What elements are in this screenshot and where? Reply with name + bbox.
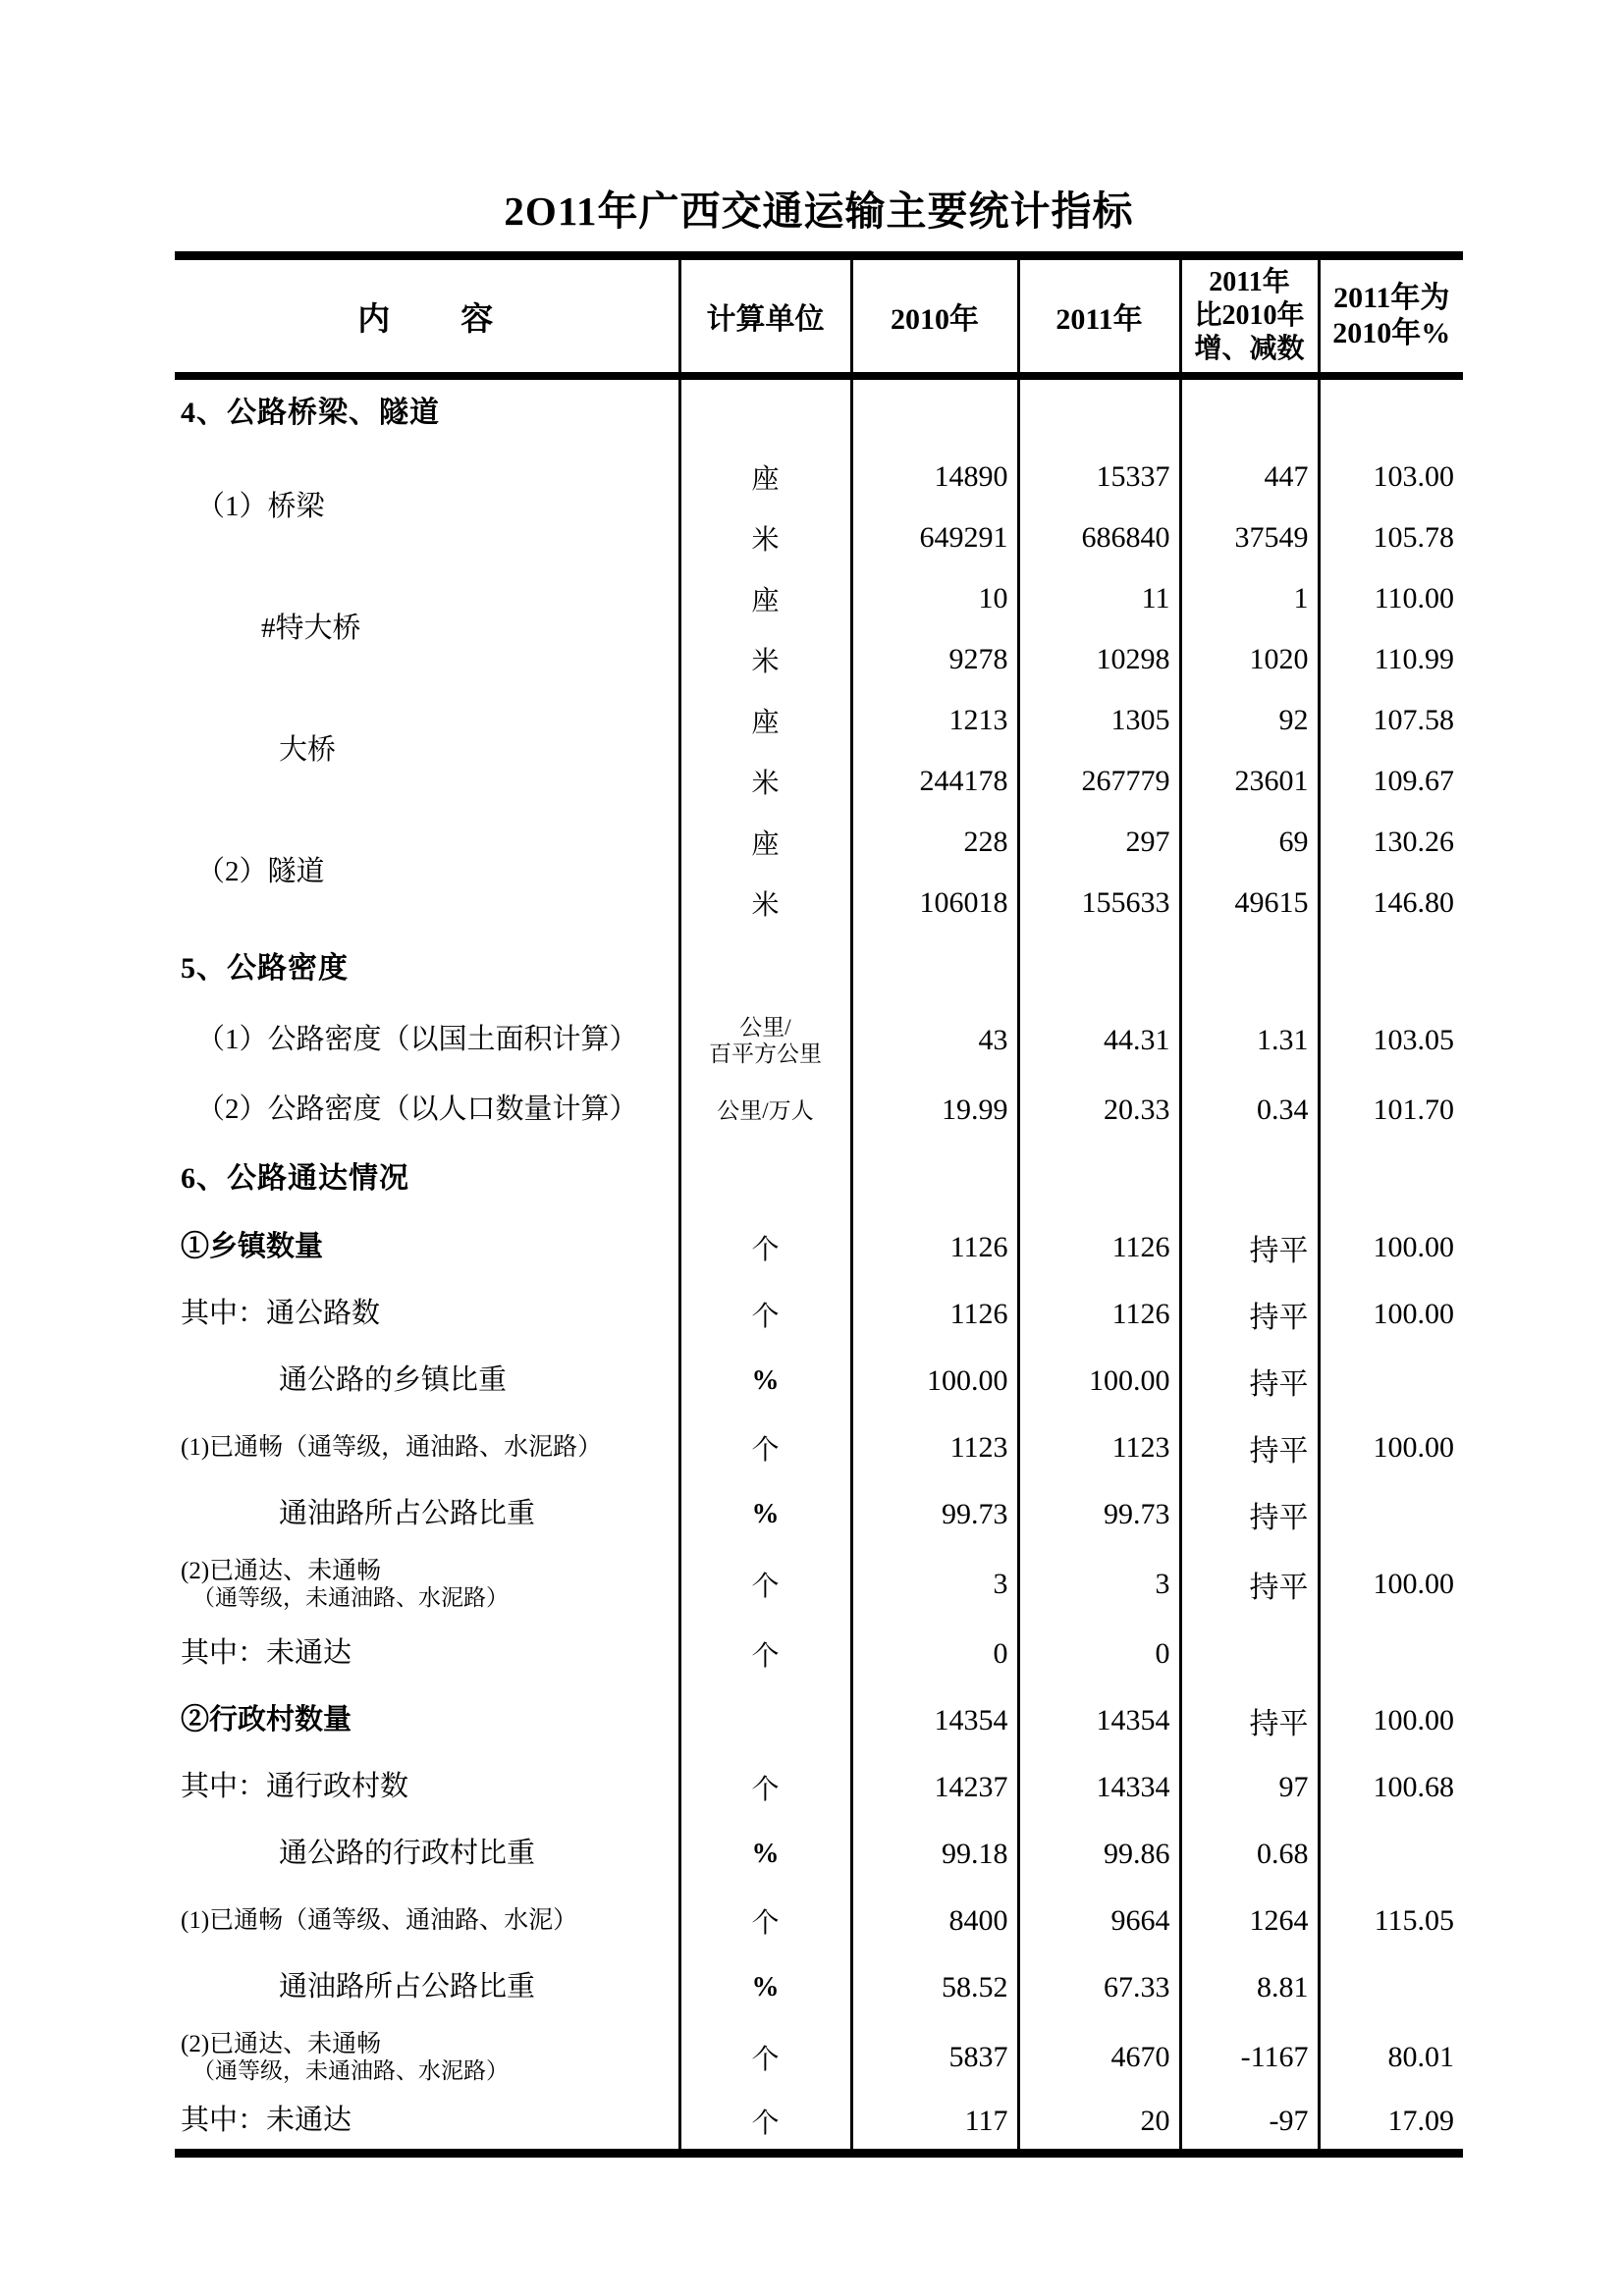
value-2011-cell (1018, 1144, 1180, 1214)
header-unit: 计算单位 (679, 256, 851, 377)
diff-cell: 1020 (1180, 629, 1319, 690)
unit-cell: 米 (679, 629, 851, 690)
header-pct-line1: 2011年为 (1333, 282, 1450, 314)
unit-cell: 个 (679, 1621, 851, 1687)
table-row (175, 1481, 1463, 1548)
row-label: 其中：未通达 (181, 1637, 352, 1670)
header-diff-line1: 2011年 (1209, 267, 1290, 297)
unit-cell: % (679, 1821, 851, 1888)
unit-cell: 个 (679, 1415, 851, 1481)
diff-cell (1180, 1621, 1319, 1687)
unit-cell: 座 (679, 447, 851, 507)
unit-cell: 个 (679, 1548, 851, 1621)
value-2010-cell: 1126 (851, 1281, 1018, 1348)
row-label: 其中：未通达 (181, 2105, 352, 2137)
value-2010-cell (851, 934, 1018, 1004)
page-title: 2O11年广西交通运输主要统计指标 (504, 188, 1134, 234)
diff-cell: 23601 (1180, 751, 1319, 812)
value-2011-cell (1018, 934, 1180, 1004)
value-2011-cell: 1126 (1018, 1281, 1180, 1348)
value-2010-cell: 1123 (851, 1415, 1018, 1481)
value-2010-cell: 14890 (851, 447, 1018, 507)
value-2010-cell: 5837 (851, 2021, 1018, 2094)
table-row (175, 447, 1463, 507)
unit-cell: 米 (679, 873, 851, 934)
unit-cell: 个 (679, 1888, 851, 1954)
pct-cell: 100.68 (1319, 1754, 1463, 1821)
value-2010-cell (851, 1144, 1018, 1214)
table-row (175, 1954, 1463, 2021)
value-2011-cell: 99.73 (1018, 1481, 1180, 1548)
value-2011-cell: 686840 (1018, 507, 1180, 568)
table-row (175, 1548, 1463, 1621)
value-2011-cell: 9664 (1018, 1888, 1180, 1954)
unit-cell (679, 934, 851, 1004)
value-2011-cell: 44.31 (1018, 1004, 1180, 1077)
diff-cell (1180, 376, 1319, 447)
value-2011-cell: 1126 (1018, 1214, 1180, 1281)
diff-cell: 1.31 (1180, 1004, 1319, 1077)
row-label-line2: （通等级，未通油路、水泥路） (192, 1585, 509, 1611)
row-label: （1）公路密度（以国土面积计算） (196, 1024, 638, 1056)
value-2010-cell: 43 (851, 1004, 1018, 1077)
value-2010-cell: 10 (851, 568, 1018, 629)
value-2011-cell: 14354 (1018, 1687, 1180, 1754)
row-label: 大桥 (279, 734, 337, 767)
table-row (175, 1621, 1463, 1687)
row-label: （2）公路密度（以人口数量计算） (196, 1094, 638, 1126)
unit-cell: 座 (679, 690, 851, 751)
table-row (175, 1004, 1463, 1077)
pct-cell: 115.05 (1319, 1888, 1463, 1954)
row-label: 其中：通行政村数 (181, 1771, 409, 1803)
table-row (175, 690, 1463, 751)
unit-cell: 个 (679, 2021, 851, 2094)
pct-cell: 103.05 (1319, 1004, 1463, 1077)
diff-cell: 持平 (1180, 1687, 1319, 1754)
diff-cell: -97 (1180, 2094, 1319, 2153)
pct-cell: 109.67 (1319, 751, 1463, 812)
pct-cell: 105.78 (1319, 507, 1463, 568)
table-row (175, 934, 1463, 1004)
value-2010-cell: 228 (851, 812, 1018, 873)
table-row (175, 1077, 1463, 1144)
pct-cell (1319, 376, 1463, 447)
value-2010-cell (851, 376, 1018, 447)
value-2011-cell: 20.33 (1018, 1077, 1180, 1144)
diff-cell: 447 (1180, 447, 1319, 507)
table-row (175, 1281, 1463, 1348)
header-pct-line2: 2010年% (1332, 317, 1451, 349)
diff-cell: 持平 (1180, 1214, 1319, 1281)
unit-cell: 个 (679, 1754, 851, 1821)
row-label: (2)已通达、未通畅 （通等级，未通油路、水泥路） (175, 2021, 679, 2094)
table-row (175, 1348, 1463, 1415)
pct-cell: 100.00 (1319, 1281, 1463, 1348)
diff-cell: 69 (1180, 812, 1319, 873)
table-row (175, 2021, 1463, 2094)
table-row (175, 1214, 1463, 1281)
section-label: 6、公路通达情况 (181, 1161, 409, 1195)
diff-cell: 持平 (1180, 1281, 1319, 1348)
table-body (175, 376, 1463, 2153)
value-2011-cell: 155633 (1018, 873, 1180, 934)
value-2011-cell: 1305 (1018, 690, 1180, 751)
value-2010-cell: 14237 (851, 1754, 1018, 1821)
table-row (175, 376, 1463, 447)
unit-cell: 座 (679, 812, 851, 873)
value-2010-cell: 99.73 (851, 1481, 1018, 1548)
header-row (175, 256, 1463, 377)
row-label: （1）桥梁 (196, 491, 325, 523)
diff-cell: 97 (1180, 1754, 1319, 1821)
diff-cell: 持平 (1180, 1415, 1319, 1481)
value-2011-cell: 67.33 (1018, 1954, 1180, 2021)
header-2010: 2010年 (851, 256, 1018, 377)
table-row (175, 1821, 1463, 1888)
value-2010-cell: 106018 (851, 873, 1018, 934)
diff-cell: 1264 (1180, 1888, 1319, 1954)
value-2010-cell: 9278 (851, 629, 1018, 690)
pct-cell: 100.00 (1319, 1548, 1463, 1621)
table-row (175, 1888, 1463, 1954)
row-label: ②行政村数量 (181, 1704, 352, 1736)
value-2010-cell: 1213 (851, 690, 1018, 751)
header-diff-line2: 比2010年 (1194, 300, 1305, 331)
value-2010-cell: 117 (851, 2094, 1018, 2153)
table-row (175, 1754, 1463, 1821)
value-2010-cell: 99.18 (851, 1821, 1018, 1888)
row-label-line2: （通等级，未通油路、水泥路） (192, 2058, 509, 2084)
diff-cell: 0.34 (1180, 1077, 1319, 1144)
pct-cell (1319, 934, 1463, 1004)
pct-cell: 110.99 (1319, 629, 1463, 690)
row-label: (2)已通达、未通畅 （通等级，未通油路、水泥路） (175, 1548, 679, 1621)
value-2011-cell: 1123 (1018, 1415, 1180, 1481)
value-2010-cell: 244178 (851, 751, 1018, 812)
value-2011-cell: 100.00 (1018, 1348, 1180, 1415)
value-2010-cell: 58.52 (851, 1954, 1018, 2021)
pct-cell (1319, 1821, 1463, 1888)
pct-cell: 130.26 (1319, 812, 1463, 873)
header-diff (1180, 256, 1319, 377)
unit-line2: 百平方公里 (709, 1041, 822, 1066)
pct-cell (1319, 1481, 1463, 1548)
value-2011-cell: 14334 (1018, 1754, 1180, 1821)
unit-cell: 座 (679, 568, 851, 629)
unit-cell (679, 1687, 851, 1754)
diff-cell: 持平 (1180, 1548, 1319, 1621)
section-label: 4、公路桥梁、隧道 (181, 396, 440, 429)
row-label: 通公路的乡镇比重 (279, 1364, 508, 1397)
pct-cell: 146.80 (1319, 873, 1463, 934)
row-label: 通公路的行政村比重 (279, 1838, 536, 1870)
unit-cell: % (679, 1954, 851, 2021)
pct-cell: 80.01 (1319, 2021, 1463, 2094)
value-2011-cell (1018, 376, 1180, 447)
pct-cell: 17.09 (1319, 2094, 1463, 2153)
value-2010-cell: 8400 (851, 1888, 1018, 1954)
unit-cell (679, 1004, 851, 1077)
table-row (175, 2094, 1463, 2153)
row-label: 通油路所占公路比重 (279, 1498, 536, 1530)
value-2011-cell: 3 (1018, 1548, 1180, 1621)
row-label: #特大桥 (261, 613, 361, 645)
unit-cell: 个 (679, 1214, 851, 1281)
table-row (175, 1415, 1463, 1481)
value-2011-cell: 0 (1018, 1621, 1180, 1687)
value-2011-cell: 15337 (1018, 447, 1180, 507)
value-2011-cell: 10298 (1018, 629, 1180, 690)
value-2011-cell: 11 (1018, 568, 1180, 629)
value-2010-cell: 3 (851, 1548, 1018, 1621)
value-2010-cell: 19.99 (851, 1077, 1018, 1144)
value-2011-cell: 4670 (1018, 2021, 1180, 2094)
pct-cell: 100.00 (1319, 1687, 1463, 1754)
row-label: （2）隧道 (196, 856, 325, 888)
diff-cell: 37549 (1180, 507, 1319, 568)
header-diff-line3: 增、减数 (1194, 334, 1305, 364)
diff-cell: 持平 (1180, 1481, 1319, 1548)
diff-cell (1180, 1144, 1319, 1214)
header-pct (1319, 256, 1463, 377)
table-header (175, 256, 1463, 377)
value-2011-cell: 99.86 (1018, 1821, 1180, 1888)
value-2011-cell: 20 (1018, 2094, 1180, 2153)
table-row (175, 568, 1463, 629)
value-2011-cell: 267779 (1018, 751, 1180, 812)
pct-cell (1319, 1348, 1463, 1415)
table-row (175, 1144, 1463, 1214)
unit-cell: 米 (679, 507, 851, 568)
unit-cell: % (679, 1481, 851, 1548)
unit-cell: 个 (679, 1281, 851, 1348)
pct-cell: 110.00 (1319, 568, 1463, 629)
value-2010-cell: 649291 (851, 507, 1018, 568)
table-row (175, 1687, 1463, 1754)
pct-cell: 100.00 (1319, 1415, 1463, 1481)
row-label: (1)已通畅（通等级、通油路、水泥） (181, 1906, 578, 1934)
table-row (175, 812, 1463, 873)
header-content: 内 容 (175, 256, 679, 377)
statistics-table (175, 251, 1463, 2158)
value-2010-cell: 1126 (851, 1214, 1018, 1281)
unit-line1: 公里/ (739, 1015, 791, 1040)
header-2011: 2011年 (1018, 256, 1180, 377)
row-label: ①乡镇数量 (181, 1231, 324, 1263)
row-label: 通油路所占公路比重 (279, 1971, 536, 2003)
diff-cell: -1167 (1180, 2021, 1319, 2094)
row-label: (1)已通畅（通等级，通油路、水泥路） (181, 1433, 603, 1461)
pct-cell: 100.00 (1319, 1214, 1463, 1281)
value-2010-cell: 0 (851, 1621, 1018, 1687)
row-label: 其中：通公路数 (181, 1298, 381, 1330)
value-2010-cell: 14354 (851, 1687, 1018, 1754)
diff-cell: 1 (1180, 568, 1319, 629)
diff-cell: 92 (1180, 690, 1319, 751)
diff-cell: 49615 (1180, 873, 1319, 934)
unit-cell: 个 (679, 2094, 851, 2153)
pct-cell: 107.58 (1319, 690, 1463, 751)
unit-cell: 公里/万人 (679, 1077, 851, 1144)
pct-cell (1319, 1144, 1463, 1214)
pct-cell (1319, 1621, 1463, 1687)
pct-cell: 103.00 (1319, 447, 1463, 507)
diff-cell: 8.81 (1180, 1954, 1319, 2021)
unit-cell (679, 1144, 851, 1214)
pct-cell (1319, 1954, 1463, 2021)
value-2010-cell: 100.00 (851, 1348, 1018, 1415)
section-label: 5、公路密度 (181, 951, 349, 985)
unit-cell: 米 (679, 751, 851, 812)
unit-cell (679, 376, 851, 447)
diff-cell: 持平 (1180, 1348, 1319, 1415)
diff-cell (1180, 934, 1319, 1004)
value-2011-cell: 297 (1018, 812, 1180, 873)
diff-cell: 0.68 (1180, 1821, 1319, 1888)
pct-cell: 101.70 (1319, 1077, 1463, 1144)
unit-cell: % (679, 1348, 851, 1415)
